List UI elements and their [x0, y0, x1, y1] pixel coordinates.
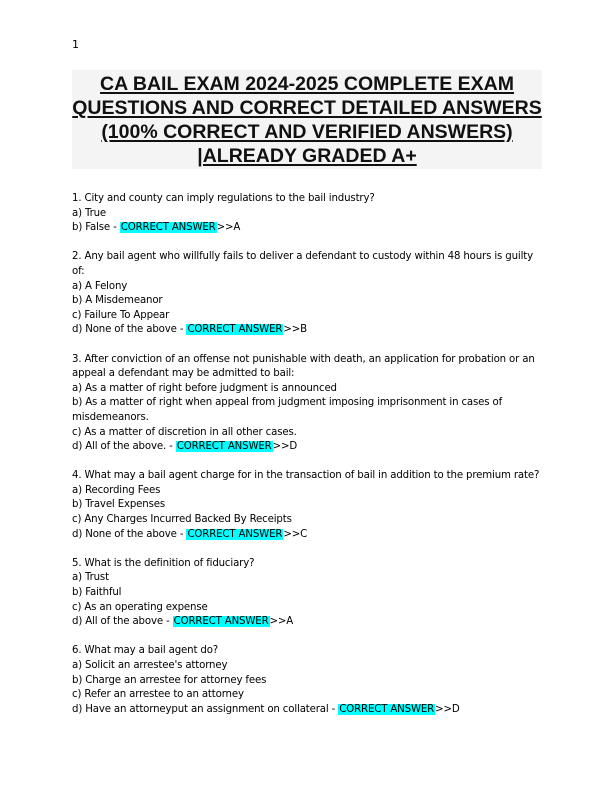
answer-option: b) As a matter of right when appeal from judgment imposing imprisonment in cases of misdemeanors.	[72, 397, 503, 423]
question-text: 6. What may a bail agent do?	[72, 645, 219, 657]
answer-option: d) All of the above. -	[72, 441, 176, 453]
correct-answer-letter: >>D	[272, 441, 298, 453]
correct-answer-highlight: CORRECT ANSWER	[173, 616, 269, 628]
answer-option: a) Trust	[72, 572, 109, 584]
correct-answer-highlight: CORRECT ANSWER	[176, 441, 272, 453]
answer-option: c) Refer an arrestee to an attorney	[72, 689, 244, 701]
question-block	[72, 557, 547, 630]
answer-option: b) Travel Expenses	[72, 499, 166, 511]
answer-option: b) A Misdemeanor	[72, 295, 163, 307]
question-text: 5. What is the definition of fiduciary?	[72, 557, 255, 569]
correct-answer-letter: >>A	[269, 616, 294, 628]
answer-option: c) As a matter of discretion in all other cases.	[72, 426, 297, 438]
question-text: 1. City and county can imply regulations to the bail industry?	[72, 193, 375, 204]
question-text: 4. What may a bail agent charge for in the transaction of bail in addition to the premium rate?	[72, 470, 540, 482]
correct-answer-highlight: CORRECT ANSWER	[187, 528, 283, 540]
question-block	[72, 353, 547, 455]
question-block	[72, 250, 547, 338]
answer-option: a) A Felony	[72, 280, 128, 292]
answer-option: c) Any Charges Incurred Backed By Receipts	[72, 514, 292, 526]
answer-option: a) Recording Fees	[72, 484, 161, 496]
correct-answer-letter: >>A	[216, 222, 241, 234]
question-block	[72, 469, 547, 542]
answer-line	[72, 615, 547, 630]
correct-answer-highlight: CORRECT ANSWER	[339, 703, 435, 715]
correct-answer-letter: >>C	[283, 528, 308, 540]
question-text: 3. After conviction of an offense not punishable with death, an application for probation or an appeal a defendant may be admitted to bail:	[72, 353, 535, 380]
correct-answer-letter: >>B	[283, 324, 307, 336]
answer-option: b) Charge an arrestee for attorney fees	[72, 674, 267, 686]
answer-line	[72, 440, 547, 455]
question-list	[72, 192, 547, 732]
answer-option: c) Failure To Appear	[72, 309, 170, 321]
answer-line	[72, 703, 547, 718]
answer-line	[72, 323, 547, 338]
answer-option: c) As an operating expense	[72, 601, 208, 613]
document-title: CA BAIL EXAM 2024-2025 COMPLETE EXAM QUESTIONS AND CORRECT DETAILED ANSWERS (100% CORRECT AND VERIFIED ANSWERS) |ALREADY GRADED A+	[72, 73, 542, 167]
question-block	[72, 644, 547, 717]
answer-option: d) Have an attorneyput an assignment on collateral -	[72, 703, 339, 715]
answer-option: b) Faithful	[72, 587, 122, 599]
correct-answer-highlight: CORRECT ANSWER	[120, 222, 216, 234]
answer-option: a) As a matter of right before judgment is announced	[72, 382, 337, 394]
answer-option: b) False -	[72, 222, 120, 234]
answer-line	[72, 221, 547, 236]
question-block	[72, 192, 547, 236]
answer-option: d) All of the above -	[72, 616, 173, 628]
correct-answer-letter: >>D	[435, 703, 460, 715]
answer-option: a) Solicit an arrestee's attorney	[72, 660, 228, 671]
title-box	[72, 70, 542, 169]
answer-option: d) None of the above -	[72, 324, 187, 336]
answer-option: a) True	[72, 207, 107, 219]
answer-option: d) None of the above -	[72, 528, 187, 540]
correct-answer-highlight: CORRECT ANSWER	[187, 324, 283, 336]
page-number: 1	[72, 38, 79, 51]
question-text: 2. Any bail agent who willfully fails to deliver a defendant to custody within 48 hours is guilty of:	[72, 251, 533, 277]
answer-line	[72, 528, 547, 543]
